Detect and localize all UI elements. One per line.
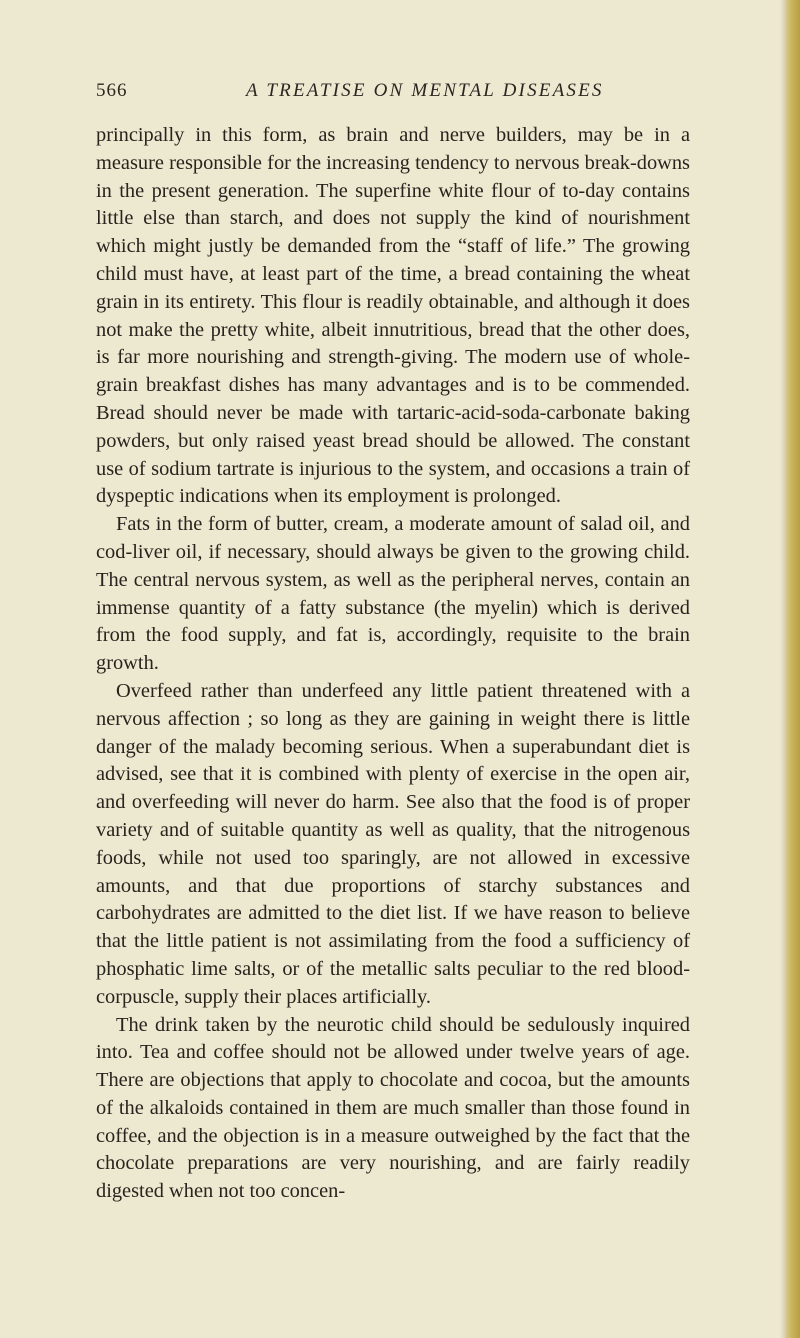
page-header — [96, 80, 696, 116]
paragraph-fats: Fats in the form of butter, cream, a moderate amount of salad oil, and cod-liver oil, if necessary, should always be given to the growing child. The central nervous system, as well as the peripheral nerves, contain an immense quantity of a fatty substance (the myelin) which is derived from the food supply, and fat is, accordingly, requisite to the brain growth. — [96, 513, 690, 675]
body-text — [96, 122, 690, 1206]
paragraph-overfeed: Overfeed rather than underfeed any little patient threatened with a nervous affection ; so long as they are gaining in weight there is little danger of the malady becoming serious. When a superabundant diet is advised, see that it is combined with plenty of exercise in the open air, and overfeeding will never do harm. See also that the food is of proper variety and of suitable quantity as well as quality, that the nitrogenous foods, while not used too sparingly, are not allowed in excessive amounts, and that due proportions of starchy substances and carbohydrates are admitted to the diet list. If we have reason to believe that the little patient is not assimilating from the food a sufficiency of phosphatic lime salts, or of the metallic salts peculiar to the red blood-corpuscle, supply their places artificially. — [96, 679, 690, 1008]
paragraph-drink: The drink taken by the neurotic child should be sedulously inquired into. Tea and coffee should not be allowed under twelve years of age. There are objections that apply to chocolate and cocoa, but the amounts of the alkaloids contained in them are much smaller than those found in coffee, and the objection is in a measure outweighed by the fact that the chocolate preparations are very nourishing, and are fairly readily digested when not too concen- — [96, 1013, 690, 1203]
running-title: A TREATISE ON MENTAL DISEASES — [246, 80, 604, 101]
page-number: 566 — [96, 80, 128, 101]
page-edge — [786, 0, 800, 1338]
paragraph-continued: principally in this form, as brain and nerve builders, may be in a measure responsible for the increasing tendency to nervous break-downs in the present generation. The superfine white flour of to-day contains little else than starch, and does not supply the kind of nourishment which might justly be demanded from the “staff of life.” The growing child must have, at least part of the time, a bread containing the wheat grain in its entirety. This flour is readily obtainable, and although it does not make the pretty white, albeit innutritious, bread that the other does, is far more nourishing and strength-giving. The modern use of whole-grain breakfast dishes has many advantages and is to be commended. Bread should never be made with tartaric-acid-soda-carbonate baking powders, but only raised yeast bread should be allowed. The constant use of sodium tartrate is injurious to the system, and occasions a train of dyspeptic indications when its employment is prolonged. — [96, 124, 690, 508]
